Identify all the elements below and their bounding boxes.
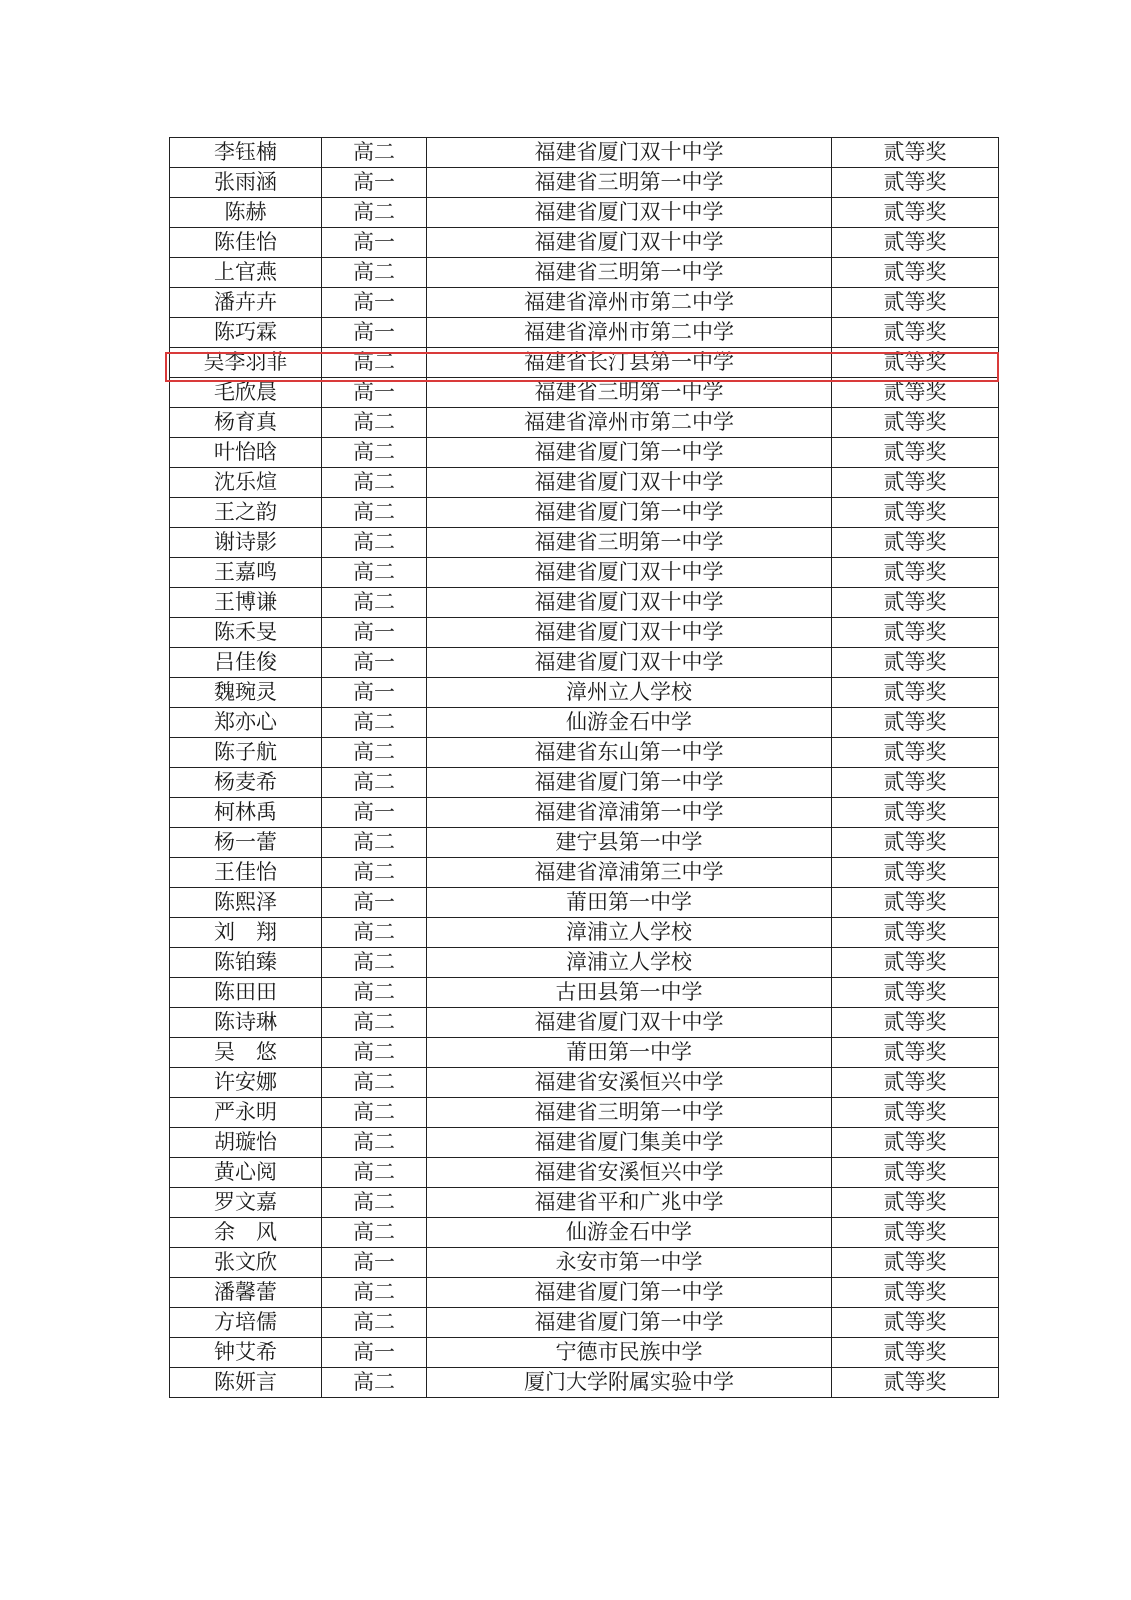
school-cell: 福建省漳浦第一中学: [427, 798, 832, 828]
school-cell: 福建省厦门双十中学: [427, 618, 832, 648]
grade-cell: 高二: [322, 1188, 427, 1218]
school-cell: 福建省厦门集美中学: [427, 1128, 832, 1158]
table-row: [170, 1368, 999, 1398]
name-cell: 陈田田: [170, 978, 322, 1008]
name-cell: 陈禾旻: [170, 618, 322, 648]
award-cell: 贰等奖: [832, 198, 999, 228]
name-cell: 黄心阅: [170, 1158, 322, 1188]
grade-cell: 高二: [322, 738, 427, 768]
grade-cell: 高二: [322, 408, 427, 438]
name-cell: 钟艾希: [170, 1338, 322, 1368]
name-cell: 陈佳怡: [170, 228, 322, 258]
school-cell: 福建省厦门双十中学: [427, 558, 832, 588]
award-cell: 贰等奖: [832, 1068, 999, 1098]
school-cell: 福建省三明第一中学: [427, 168, 832, 198]
school-cell: 福建省厦门双十中学: [427, 648, 832, 678]
award-cell: 贰等奖: [832, 1158, 999, 1188]
name-cell: 谢诗影: [170, 528, 322, 558]
name-cell: 王之韵: [170, 498, 322, 528]
name-cell: 吴 悠: [170, 1038, 322, 1068]
table-row: [170, 648, 999, 678]
table-row: [170, 798, 999, 828]
name-cell: 张文欣: [170, 1248, 322, 1278]
award-cell: 贰等奖: [832, 588, 999, 618]
table-row: [170, 348, 999, 378]
award-cell: 贰等奖: [832, 828, 999, 858]
school-cell: 永安市第一中学: [427, 1248, 832, 1278]
grade-cell: 高二: [322, 558, 427, 588]
table-row: [170, 1038, 999, 1068]
grade-cell: 高一: [322, 648, 427, 678]
name-cell: 张雨涵: [170, 168, 322, 198]
school-cell: 宁德市民族中学: [427, 1338, 832, 1368]
grade-cell: 高二: [322, 1038, 427, 1068]
grade-cell: 高二: [322, 858, 427, 888]
grade-cell: 高一: [322, 888, 427, 918]
grade-cell: 高一: [322, 318, 427, 348]
school-cell: 漳浦立人学校: [427, 948, 832, 978]
table-row: [170, 138, 999, 168]
name-cell: 柯林禹: [170, 798, 322, 828]
table-row: [170, 258, 999, 288]
grade-cell: 高一: [322, 798, 427, 828]
name-cell: 郑亦心: [170, 708, 322, 738]
table-row: [170, 708, 999, 738]
award-cell: 贰等奖: [832, 948, 999, 978]
table-row: [170, 1308, 999, 1338]
table-row: [170, 468, 999, 498]
name-cell: 陈妍言: [170, 1368, 322, 1398]
award-cell: 贰等奖: [832, 1308, 999, 1338]
table-row: [170, 768, 999, 798]
name-cell: 吕佳俊: [170, 648, 322, 678]
name-cell: 李钰楠: [170, 138, 322, 168]
grade-cell: 高一: [322, 168, 427, 198]
table-row: [170, 1068, 999, 1098]
award-cell: 贰等奖: [832, 888, 999, 918]
name-cell: 王嘉鸣: [170, 558, 322, 588]
name-cell: 杨麦希: [170, 768, 322, 798]
table-row: [170, 198, 999, 228]
award-cell: 贰等奖: [832, 738, 999, 768]
award-cell: 贰等奖: [832, 768, 999, 798]
name-cell: 杨一蕾: [170, 828, 322, 858]
name-cell: 上官燕: [170, 258, 322, 288]
school-cell: 福建省厦门双十中学: [427, 228, 832, 258]
table-row: [170, 828, 999, 858]
award-cell: 贰等奖: [832, 1008, 999, 1038]
table-row: [170, 408, 999, 438]
award-cell: 贰等奖: [832, 468, 999, 498]
grade-cell: 高二: [322, 708, 427, 738]
grade-cell: 高二: [322, 978, 427, 1008]
table-row: [170, 978, 999, 1008]
grade-cell: 高二: [322, 1158, 427, 1188]
award-cell: 贰等奖: [832, 1218, 999, 1248]
grade-cell: 高二: [322, 528, 427, 558]
award-cell: 贰等奖: [832, 498, 999, 528]
table-row: [170, 588, 999, 618]
name-cell: 陈铂臻: [170, 948, 322, 978]
school-cell: 福建省厦门第一中学: [427, 438, 832, 468]
school-cell: 福建省漳州市第二中学: [427, 408, 832, 438]
award-cell: 贰等奖: [832, 168, 999, 198]
table-row: [170, 948, 999, 978]
table-row: [170, 1338, 999, 1368]
table-row: [170, 618, 999, 648]
table-row: [170, 1188, 999, 1218]
grade-cell: 高二: [322, 1308, 427, 1338]
grade-cell: 高一: [322, 1248, 427, 1278]
school-cell: 漳州立人学校: [427, 678, 832, 708]
school-cell: 福建省东山第一中学: [427, 738, 832, 768]
grade-cell: 高一: [322, 678, 427, 708]
name-cell: 陈熙泽: [170, 888, 322, 918]
school-cell: 福建省漳州市第二中学: [427, 318, 832, 348]
grade-cell: 高二: [322, 588, 427, 618]
school-cell: 古田县第一中学: [427, 978, 832, 1008]
grade-cell: 高二: [322, 1008, 427, 1038]
school-cell: 福建省平和广兆中学: [427, 1188, 832, 1218]
table-row: [170, 918, 999, 948]
award-cell: 贰等奖: [832, 438, 999, 468]
school-cell: 福建省安溪恒兴中学: [427, 1158, 832, 1188]
school-cell: 福建省厦门双十中学: [427, 1008, 832, 1038]
award-cell: 贰等奖: [832, 318, 999, 348]
grade-cell: 高二: [322, 1218, 427, 1248]
table-row: [170, 1158, 999, 1188]
school-cell: 福建省漳浦第三中学: [427, 858, 832, 888]
grade-cell: 高二: [322, 1128, 427, 1158]
table-row: [170, 438, 999, 468]
award-cell: 贰等奖: [832, 228, 999, 258]
award-cell: 贰等奖: [832, 1368, 999, 1398]
grade-cell: 高二: [322, 348, 427, 378]
name-cell: 余 风: [170, 1218, 322, 1248]
school-cell: 福建省三明第一中学: [427, 258, 832, 288]
name-cell: 陈子航: [170, 738, 322, 768]
name-cell: 严永明: [170, 1098, 322, 1128]
school-cell: 仙游金石中学: [427, 1218, 832, 1248]
grade-cell: 高一: [322, 618, 427, 648]
award-cell: 贰等奖: [832, 1038, 999, 1068]
school-cell: 莆田第一中学: [427, 1038, 832, 1068]
award-cell: 贰等奖: [832, 1128, 999, 1158]
name-cell: 吴李羽菲: [170, 348, 322, 378]
table-row: [170, 1218, 999, 1248]
name-cell: 叶怡晗: [170, 438, 322, 468]
award-cell: 贰等奖: [832, 1188, 999, 1218]
grade-cell: 高二: [322, 138, 427, 168]
table-row: [170, 498, 999, 528]
grade-cell: 高二: [322, 438, 427, 468]
table-row: [170, 378, 999, 408]
award-cell: 贰等奖: [832, 138, 999, 168]
name-cell: 刘 翔: [170, 918, 322, 948]
grade-cell: 高一: [322, 1338, 427, 1368]
school-cell: 福建省三明第一中学: [427, 378, 832, 408]
school-cell: 福建省漳州市第二中学: [427, 288, 832, 318]
name-cell: 王佳怡: [170, 858, 322, 888]
award-cell: 贰等奖: [832, 288, 999, 318]
award-cell: 贰等奖: [832, 378, 999, 408]
grade-cell: 高一: [322, 228, 427, 258]
award-cell: 贰等奖: [832, 1098, 999, 1128]
school-cell: 建宁县第一中学: [427, 828, 832, 858]
grade-cell: 高一: [322, 378, 427, 408]
grade-cell: 高二: [322, 948, 427, 978]
grade-cell: 高二: [322, 828, 427, 858]
school-cell: 福建省厦门双十中学: [427, 468, 832, 498]
award-table: [169, 137, 999, 1398]
name-cell: 潘卉卉: [170, 288, 322, 318]
table-row: [170, 1278, 999, 1308]
award-cell: 贰等奖: [832, 1338, 999, 1368]
school-cell: 福建省厦门双十中学: [427, 198, 832, 228]
award-cell: 贰等奖: [832, 798, 999, 828]
award-cell: 贰等奖: [832, 978, 999, 1008]
grade-cell: 高二: [322, 768, 427, 798]
award-cell: 贰等奖: [832, 558, 999, 588]
name-cell: 许安娜: [170, 1068, 322, 1098]
table-row: [170, 1248, 999, 1278]
school-cell: 漳浦立人学校: [427, 918, 832, 948]
award-cell: 贰等奖: [832, 1278, 999, 1308]
table-row: [170, 738, 999, 768]
table-row: [170, 318, 999, 348]
school-cell: 福建省厦门双十中学: [427, 588, 832, 618]
grade-cell: 高二: [322, 498, 427, 528]
award-cell: 贰等奖: [832, 708, 999, 738]
table-row: [170, 558, 999, 588]
award-cell: 贰等奖: [832, 648, 999, 678]
name-cell: 胡璇怡: [170, 1128, 322, 1158]
table-body: [170, 138, 999, 1398]
award-cell: 贰等奖: [832, 858, 999, 888]
school-cell: 福建省厦门第一中学: [427, 1278, 832, 1308]
grade-cell: 高二: [322, 468, 427, 498]
name-cell: 杨育真: [170, 408, 322, 438]
school-cell: 福建省厦门双十中学: [427, 138, 832, 168]
award-cell: 贰等奖: [832, 678, 999, 708]
award-cell: 贰等奖: [832, 1248, 999, 1278]
table-row: [170, 1008, 999, 1038]
school-cell: 福建省厦门第一中学: [427, 498, 832, 528]
grade-cell: 高二: [322, 1278, 427, 1308]
table-row: [170, 1098, 999, 1128]
table-row: [170, 228, 999, 258]
table-row: [170, 888, 999, 918]
name-cell: 陈诗琳: [170, 1008, 322, 1038]
table-row: [170, 1128, 999, 1158]
school-cell: 福建省厦门第一中学: [427, 768, 832, 798]
school-cell: 福建省厦门第一中学: [427, 1308, 832, 1338]
grade-cell: 高二: [322, 918, 427, 948]
name-cell: 魏琬灵: [170, 678, 322, 708]
name-cell: 陈赫: [170, 198, 322, 228]
name-cell: 方培儒: [170, 1308, 322, 1338]
school-cell: 福建省长汀县第一中学: [427, 348, 832, 378]
table-row: [170, 528, 999, 558]
award-cell: 贰等奖: [832, 258, 999, 288]
grade-cell: 高二: [322, 258, 427, 288]
school-cell: 莆田第一中学: [427, 888, 832, 918]
school-cell: 福建省三明第一中学: [427, 1098, 832, 1128]
table-row: [170, 168, 999, 198]
award-cell: 贰等奖: [832, 918, 999, 948]
school-cell: 福建省安溪恒兴中学: [427, 1068, 832, 1098]
school-cell: 仙游金石中学: [427, 708, 832, 738]
name-cell: 潘馨蕾: [170, 1278, 322, 1308]
name-cell: 王博谦: [170, 588, 322, 618]
table-row: [170, 678, 999, 708]
table-row: [170, 858, 999, 888]
grade-cell: 高二: [322, 198, 427, 228]
award-cell: 贰等奖: [832, 618, 999, 648]
grade-cell: 高二: [322, 1098, 427, 1128]
award-cell: 贰等奖: [832, 348, 999, 378]
name-cell: 罗文嘉: [170, 1188, 322, 1218]
name-cell: 陈巧霖: [170, 318, 322, 348]
table-row: [170, 288, 999, 318]
school-cell: 福建省三明第一中学: [427, 528, 832, 558]
name-cell: 毛欣晨: [170, 378, 322, 408]
award-cell: 贰等奖: [832, 528, 999, 558]
award-cell: 贰等奖: [832, 408, 999, 438]
name-cell: 沈乐煊: [170, 468, 322, 498]
grade-cell: 高二: [322, 1068, 427, 1098]
grade-cell: 高二: [322, 1368, 427, 1398]
grade-cell: 高一: [322, 288, 427, 318]
school-cell: 厦门大学附属实验中学: [427, 1368, 832, 1398]
